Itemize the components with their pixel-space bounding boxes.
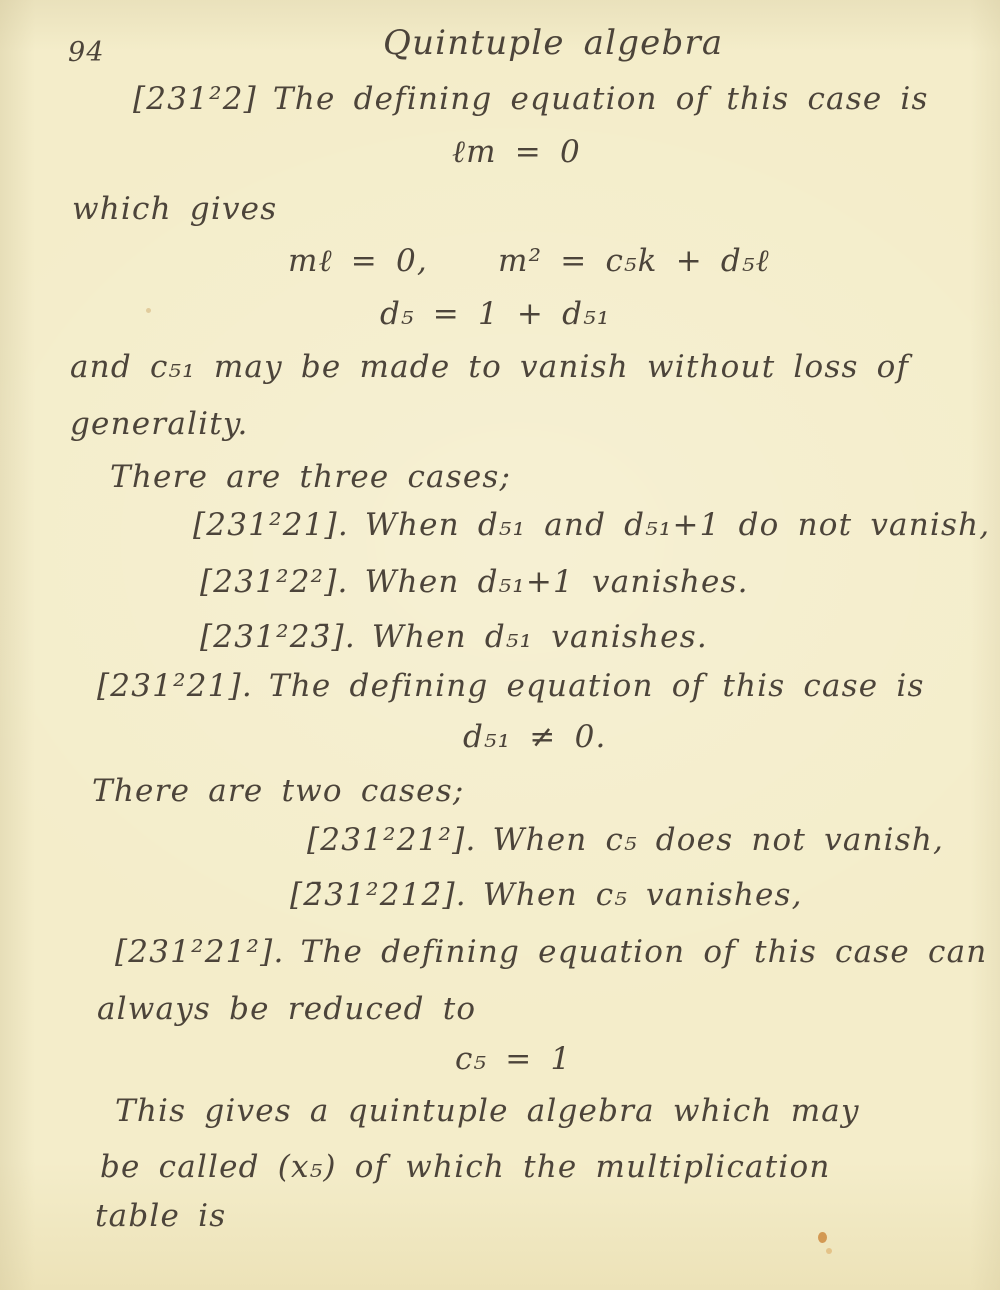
line-text: When d₅₁ and d₅₁+1 do not vanish, <box>364 507 991 543</box>
section-heading-231-2-2 <box>133 80 929 119</box>
equation-d5: d₅ = 1 + d₅₁ <box>380 296 611 332</box>
text-three-cases: There are three cases; <box>110 459 512 495</box>
text-vanish-line-2: generality. <box>70 406 249 442</box>
case-item-1 <box>193 506 990 545</box>
text-closing-line-1: This gives a quintuple algebra which may <box>115 1093 860 1129</box>
case-item-2 <box>200 563 749 602</box>
paper-stain <box>146 308 151 313</box>
equation-c5-one: c₅ = 1 <box>455 1041 572 1077</box>
case-label: [231²21]. <box>97 668 253 704</box>
equation-part-1: mℓ = 0, <box>288 243 428 279</box>
section-heading-231-2-21 <box>97 667 925 706</box>
equation-lm-zero: ℓm = 0 <box>452 134 581 170</box>
line-text: The defining equation of this case is <box>272 81 929 117</box>
line-text: When d₅₁ vanishes. <box>371 619 708 655</box>
paper-stain <box>826 1248 832 1254</box>
line-text: When c₅ vanishes, <box>482 877 803 913</box>
text-closing-line-3: table is <box>95 1198 227 1234</box>
line-text: The defining equation of this case is <box>268 668 925 704</box>
case-label: [231²21²]. <box>115 934 285 970</box>
case-item-5 <box>290 876 803 915</box>
section-heading-231-2-21-2 <box>115 933 987 972</box>
text-vanish-line-1: and c₅₁ may be made to vanish without loss of <box>70 349 910 385</box>
equation-ml-m2 <box>288 242 770 281</box>
equation-part-2: m² = c₅k + d₅ℓ <box>497 243 770 279</box>
case-label: [231²21]. <box>193 507 349 543</box>
text-closing-line-2: be called (x₅) of which the multiplication <box>100 1149 831 1185</box>
case-label: [231²23̄]. <box>200 619 356 655</box>
page-title: Quintuple algebra <box>383 23 724 63</box>
case-label: [2̄31²212̄]. <box>290 877 467 913</box>
text-which-gives: which gives <box>72 191 278 227</box>
case-label: [231²21²]. <box>307 822 477 858</box>
line-text: When d₅₁+1 vanishes. <box>364 564 749 600</box>
line-text: The defining equation of this case can <box>300 934 988 970</box>
text-reduced-to: always be reduced to <box>97 991 477 1027</box>
equation-d51-nonzero: d₅₁ ≠ 0. <box>463 719 607 755</box>
text-two-cases: There are two cases; <box>92 773 465 809</box>
case-item-3 <box>200 618 708 657</box>
case-label: [231²2²]. <box>200 564 349 600</box>
page-number: 94 <box>68 37 105 68</box>
line-text: When c₅ does not vanish, <box>492 822 945 858</box>
case-label: [231²2] <box>133 81 257 117</box>
paper-stain <box>818 1232 827 1243</box>
case-item-4 <box>307 821 944 860</box>
